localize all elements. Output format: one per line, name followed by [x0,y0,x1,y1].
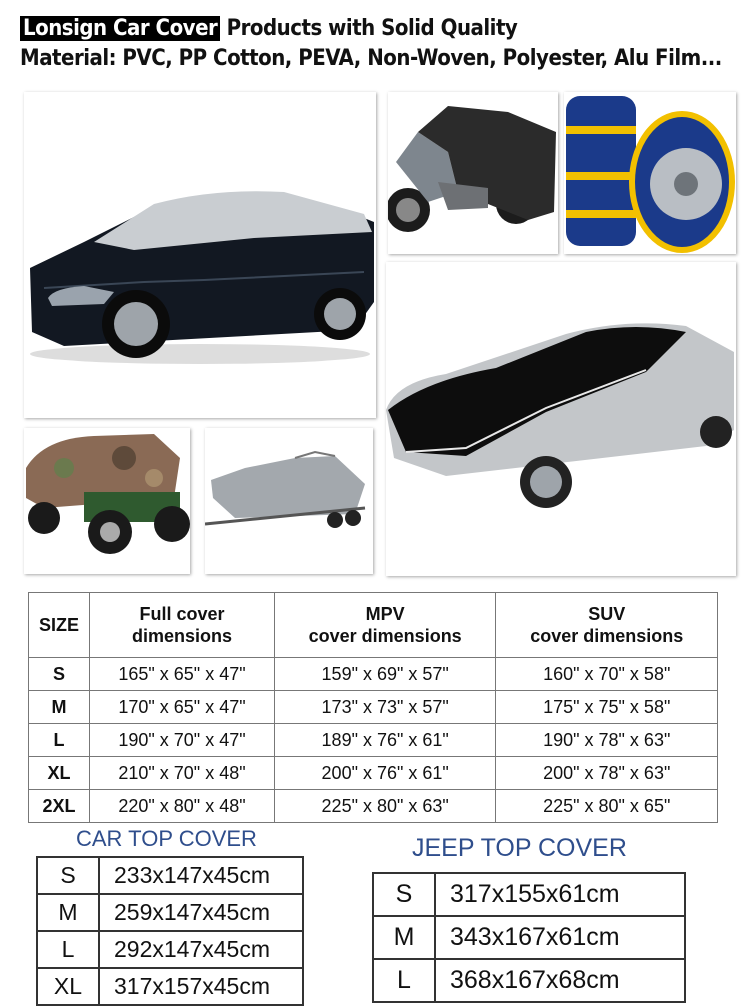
dimension-cell: 259x147x45cm [99,894,303,931]
dimension-cell: 368x167x68cm [435,959,685,1002]
table-row [29,691,718,724]
dimension-cell: 160" x 70" x 58" [496,658,718,691]
table-row [37,894,303,931]
size-cell: M [29,691,90,724]
dimension-cell: 210" x 70" x 48" [90,757,275,790]
jeep-top-cover-title: JEEP TOP COVER [412,834,627,862]
table-row [373,916,685,959]
dimension-cell: 233x147x45cm [99,857,303,894]
size-cell: XL [29,757,90,790]
atv-cover-photo [24,428,190,574]
dimension-cell: 225" x 80" x 65" [496,790,718,823]
size-cell: L [37,931,99,968]
car-top-cover-table [36,856,304,1006]
motorcycle-cover-photo [388,92,558,254]
dimension-cell: 190" x 78" x 63" [496,724,718,757]
size-table [28,592,718,823]
table-row [29,757,718,790]
dimension-cell: 343x167x61cm [435,916,685,959]
size-table-header-cell: SUV cover dimensions [496,593,718,658]
table-row [373,959,685,1002]
dimension-cell: 190" x 70" x 47" [90,724,275,757]
size-cell: M [37,894,99,931]
size-table-header-cell: MPV cover dimensions [274,593,496,658]
table-row [29,790,718,823]
size-cell: M [373,916,435,959]
headline-tagline: Products with Solid Quality [220,16,518,41]
size-cell: L [29,724,90,757]
full-car-cover-photo [386,262,736,576]
table-row [37,931,303,968]
size-cell: L [373,959,435,1002]
size-cell: 2XL [29,790,90,823]
dimension-cell: 165" x 65" x 47" [90,658,275,691]
size-table-header-cell: Full cover dimensions [90,593,275,658]
dimension-cell: 159" x 69" x 57" [274,658,496,691]
table-row [29,724,718,757]
dimension-cell: 170" x 65" x 47" [90,691,275,724]
dimension-cell: 200" x 76" x 61" [274,757,496,790]
size-cell: S [373,873,435,916]
dimension-cell: 175" x 75" x 58" [496,691,718,724]
dimension-cell: 220" x 80" x 48" [90,790,275,823]
tire-covers-photo [564,92,736,254]
car-top-cover-title: CAR TOP COVER [76,826,257,851]
dimension-cell: 292x147x45cm [99,931,303,968]
boat-cover-photo [205,428,373,574]
size-cell: XL [37,968,99,1005]
dimension-cell: 317x155x61cm [435,873,685,916]
table-row [37,857,303,894]
brand-label: Lonsign Car Cover [20,16,220,41]
size-cell: S [37,857,99,894]
dimension-cell: 173" x 73" x 57" [274,691,496,724]
headline [20,16,517,41]
table-row [29,658,718,691]
table-row [373,873,685,916]
dimension-cell: 225" x 80" x 63" [274,790,496,823]
table-row [37,968,303,1005]
size-table-header-row [29,593,718,658]
dimension-cell: 189" x 76" x 61" [274,724,496,757]
jeep-top-cover-table [372,872,686,1003]
size-table-header-cell: SIZE [29,593,90,658]
material-line: Material: PVC, PP Cotton, PEVA, Non-Woven, Polyester, Alu Film... [20,46,722,71]
size-cell: S [29,658,90,691]
sedan-half-cover-photo [24,92,376,418]
dimension-cell: 317x157x45cm [99,968,303,1005]
dimension-cell: 200" x 78" x 63" [496,757,718,790]
